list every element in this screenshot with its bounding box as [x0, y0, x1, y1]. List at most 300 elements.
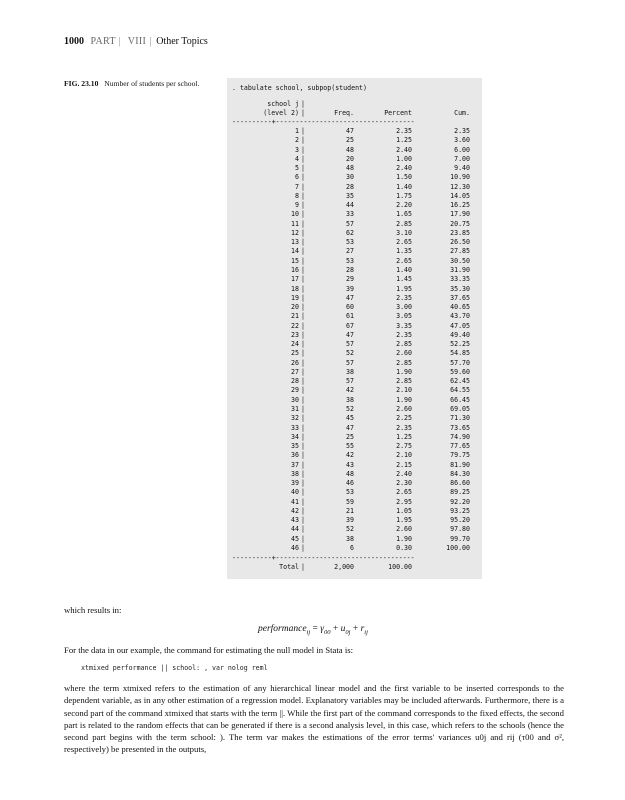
- cum-cell: 30.50: [450, 256, 470, 265]
- table-row: [227, 340, 482, 349]
- column-divider: |: [301, 414, 305, 423]
- freq-cell: 47: [346, 293, 354, 302]
- freq-cell: 57: [346, 340, 354, 349]
- column-divider: |: [301, 395, 305, 404]
- percent-cell: 1.25: [396, 136, 412, 145]
- percent-cell: 2.10: [396, 386, 412, 395]
- cum-cell: 95.20: [450, 516, 470, 525]
- part-label: PART: [90, 36, 116, 47]
- school-id-cell: 38: [291, 469, 299, 478]
- freq-cell: 44: [346, 201, 354, 210]
- school-id-cell: 6: [295, 173, 299, 182]
- cum-cell: 92.20: [450, 497, 470, 506]
- percent-cell: 3.10: [396, 228, 412, 237]
- column-divider: |: [301, 563, 305, 571]
- cum-cell: 74.90: [450, 432, 470, 441]
- percent-cell: 1.40: [396, 182, 412, 191]
- percent-cell: 2.20: [396, 201, 412, 210]
- column-divider: |: [301, 340, 305, 349]
- school-id-cell: 2: [295, 136, 299, 145]
- table-row: [227, 488, 482, 497]
- table-row: [227, 461, 482, 470]
- table-row: [227, 498, 482, 507]
- percent-cell: 2.85: [396, 219, 412, 228]
- total-label: Total: [279, 563, 299, 571]
- cum-cell: 64.55: [450, 386, 470, 395]
- cum-cell: 33.35: [450, 275, 470, 284]
- percent-cell: 1.45: [396, 275, 412, 284]
- freq-cell: 47: [346, 423, 354, 432]
- paragraph-command-intro: For the data in our example, the command for estimating the null model in Stata is:: [64, 645, 354, 655]
- cum-cell: 54.85: [450, 349, 470, 358]
- null-model-formula: [258, 624, 368, 636]
- school-id-cell: 45: [291, 534, 299, 543]
- table-row: [227, 470, 482, 479]
- percent-cell: 2.25: [396, 414, 412, 423]
- freq-cell: 57: [346, 377, 354, 386]
- freq-cell: 38: [346, 534, 354, 543]
- percent-cell: 2.40: [396, 164, 412, 173]
- table-row: [227, 127, 482, 136]
- column-divider: |: [301, 100, 305, 108]
- column-divider: |: [301, 145, 305, 154]
- formula-r-sub: ij: [364, 628, 368, 636]
- freq-cell: 30: [346, 173, 354, 182]
- column-divider: |: [301, 367, 305, 376]
- percent-cell: 2.35: [396, 127, 412, 135]
- school-id-cell: 39: [291, 479, 299, 488]
- percent-cell: 2.60: [396, 349, 412, 358]
- freq-cell: 47: [346, 330, 354, 339]
- page-number: 1000: [64, 36, 84, 47]
- table-row: [227, 294, 482, 303]
- percent-cell: 3.00: [396, 303, 412, 312]
- school-id-cell: 23: [291, 330, 299, 339]
- cum-cell: 31.90: [450, 265, 470, 274]
- freq-cell: 53: [346, 488, 354, 497]
- table-rule-top: ----------+-----------------------------------: [232, 118, 415, 126]
- column-divider: |: [301, 460, 305, 469]
- table-row: [227, 516, 482, 525]
- column-divider: |: [301, 442, 305, 451]
- formula-equals: =: [310, 624, 321, 634]
- column-divider: |: [301, 358, 305, 367]
- percent-cell: 1.75: [396, 191, 412, 200]
- formula-lhs: performance: [258, 624, 307, 634]
- freq-cell: 52: [346, 404, 354, 413]
- percent-cell: 1.40: [396, 265, 412, 274]
- table-row: [227, 525, 482, 534]
- column-divider: |: [301, 404, 305, 413]
- results-in-text: which results in:: [64, 605, 122, 615]
- school-id-cell: 35: [291, 442, 299, 451]
- freq-cell: 25: [346, 136, 354, 145]
- freq-cell: 61: [346, 312, 354, 321]
- col-header-freq: Freq.: [334, 109, 354, 117]
- formula-r: r: [360, 624, 365, 634]
- table-row: [227, 377, 482, 386]
- column-divider: |: [301, 265, 305, 274]
- freq-cell: 28: [346, 182, 354, 191]
- school-id-cell: 7: [295, 182, 299, 191]
- col-header-level: (level 2): [263, 109, 299, 117]
- cum-cell: 79.75: [450, 451, 470, 460]
- school-id-cell: 29: [291, 386, 299, 395]
- column-divider: |: [301, 423, 305, 432]
- percent-cell: 2.35: [396, 330, 412, 339]
- cum-cell: 40.65: [450, 303, 470, 312]
- school-id-cell: 26: [291, 358, 299, 367]
- column-divider: |: [301, 210, 305, 219]
- table-row: [227, 442, 482, 451]
- cum-cell: 47.05: [450, 321, 470, 330]
- column-divider: |: [301, 377, 305, 386]
- paragraph-explanation: [64, 682, 564, 756]
- percent-cell: 2.95: [396, 497, 412, 506]
- cum-cell: 14.05: [450, 191, 470, 200]
- freq-cell: 20: [346, 154, 354, 163]
- percent-cell: 1.95: [396, 284, 412, 293]
- figure-caption-text: Number of students per school.: [104, 79, 200, 88]
- figure-label: FIG. 23.10: [64, 79, 99, 88]
- header-separator: |: [118, 36, 121, 47]
- total-freq: 2,000: [334, 563, 354, 571]
- freq-cell: 48: [346, 145, 354, 154]
- freq-cell: 52: [346, 349, 354, 358]
- column-divider: |: [301, 219, 305, 228]
- freq-cell: 27: [346, 247, 354, 256]
- table-row: [227, 322, 482, 331]
- percent-cell: 1.25: [396, 432, 412, 441]
- cum-cell: 35.30: [450, 284, 470, 293]
- school-id-cell: 43: [291, 516, 299, 525]
- cum-cell: 97.80: [450, 525, 470, 534]
- percent-cell: 2.40: [396, 145, 412, 154]
- freq-cell: 60: [346, 303, 354, 312]
- table-row: [227, 155, 482, 164]
- percent-cell: 2.85: [396, 340, 412, 349]
- table-row: [227, 331, 482, 340]
- freq-cell: 48: [346, 164, 354, 173]
- percent-cell: 2.15: [396, 460, 412, 469]
- column-divider: |: [301, 275, 305, 284]
- percent-cell: 2.85: [396, 377, 412, 386]
- percent-cell: 1.00: [396, 154, 412, 163]
- col-header-school: school j: [267, 100, 299, 108]
- table-row: [227, 229, 482, 238]
- column-divider: |: [301, 516, 305, 525]
- table-row: [227, 136, 482, 145]
- school-id-cell: 3: [295, 145, 299, 154]
- cum-cell: 77.65: [450, 442, 470, 451]
- freq-cell: 67: [346, 321, 354, 330]
- column-divider: |: [301, 164, 305, 173]
- percent-cell: 2.65: [396, 238, 412, 247]
- percent-cell: 2.85: [396, 358, 412, 367]
- school-id-cell: 31: [291, 404, 299, 413]
- table-row: [227, 405, 482, 414]
- freq-cell: 21: [346, 506, 354, 515]
- cum-cell: 43.70: [450, 312, 470, 321]
- formula-gamma: γ: [320, 624, 325, 634]
- school-id-cell: 16: [291, 265, 299, 274]
- column-divider: |: [301, 182, 305, 191]
- freq-cell: 43: [346, 460, 354, 469]
- cum-cell: 23.85: [450, 228, 470, 237]
- table-row: [227, 275, 482, 284]
- cum-cell: 52.25: [450, 340, 470, 349]
- column-divider: |: [301, 228, 305, 237]
- school-id-cell: 15: [291, 256, 299, 265]
- cum-cell: 7.00: [454, 154, 470, 163]
- percent-cell: 1.90: [396, 534, 412, 543]
- cum-cell: 62.45: [450, 377, 470, 386]
- school-id-cell: 20: [291, 303, 299, 312]
- percent-cell: 2.65: [396, 488, 412, 497]
- table-row: [227, 386, 482, 395]
- table-row: [227, 220, 482, 229]
- percent-cell: 2.35: [396, 423, 412, 432]
- table-row: [227, 164, 482, 173]
- school-id-cell: 28: [291, 377, 299, 386]
- column-divider: |: [301, 191, 305, 200]
- column-divider: |: [301, 432, 305, 441]
- table-row: [227, 192, 482, 201]
- school-id-cell: 10: [291, 210, 299, 219]
- column-divider: |: [301, 127, 305, 135]
- col-header-cum: Cum.: [454, 109, 470, 117]
- school-id-cell: 41: [291, 497, 299, 506]
- school-id-cell: 33: [291, 423, 299, 432]
- stata-output-panel: [227, 78, 482, 579]
- cum-cell: 84.30: [450, 469, 470, 478]
- table-row: [227, 396, 482, 405]
- freq-cell: 53: [346, 238, 354, 247]
- school-id-cell: 11: [291, 219, 299, 228]
- table-row: [227, 507, 482, 516]
- school-id-cell: 24: [291, 340, 299, 349]
- section-title: Other Topics: [156, 36, 208, 47]
- cum-cell: 66.45: [450, 395, 470, 404]
- cum-cell: 9.40: [454, 164, 470, 173]
- column-divider: |: [301, 303, 305, 312]
- table-row: [227, 247, 482, 256]
- table-row: [227, 479, 482, 488]
- freq-cell: 47: [346, 127, 354, 135]
- cum-cell: 12.30: [450, 182, 470, 191]
- cum-cell: 49.40: [450, 330, 470, 339]
- percent-cell: 1.90: [396, 367, 412, 376]
- column-divider: |: [301, 469, 305, 478]
- formula-u: u: [340, 624, 346, 634]
- school-id-cell: 21: [291, 312, 299, 321]
- column-divider: |: [301, 109, 305, 117]
- freq-cell: 39: [346, 516, 354, 525]
- column-divider: |: [301, 293, 305, 302]
- freq-cell: 59: [346, 497, 354, 506]
- freq-cell: 25: [346, 432, 354, 441]
- formula-u-sub: 0j: [345, 628, 351, 636]
- column-divider: |: [301, 479, 305, 488]
- freq-cell: 53: [346, 256, 354, 265]
- paragraph-explanation-text: where the term xtmixed refers to the estimation of any hierarchical linear model and the first variable to be inserted corresponds to the dependent variable, as in any other estimation of a regression model. Explanatory variables may be included afterwards. Furthermore, there is a second part of the command xtmixed that starts with the term ||. While the first part of the command corresponds to the fixed effects, the second part is related to the random effects that can be generated if there is a second analysis level, in this case, which refers to the schools (hence the second part begins with the term school: ). The term var makes the estimations of the error terms' variances u0j and rij (τ00 and σ², respectively) be presented in the outputs,: [64, 683, 564, 755]
- percent-cell: 3.35: [396, 321, 412, 330]
- school-id-cell: 4: [295, 154, 299, 163]
- school-id-cell: 18: [291, 284, 299, 293]
- table-row: [227, 210, 482, 219]
- school-id-cell: 22: [291, 321, 299, 330]
- table-row: [227, 544, 482, 553]
- school-id-cell: 25: [291, 349, 299, 358]
- column-divider: |: [301, 488, 305, 497]
- table-row: [227, 349, 482, 358]
- school-id-cell: 14: [291, 247, 299, 256]
- percent-cell: 2.60: [396, 404, 412, 413]
- freq-cell: 48: [346, 469, 354, 478]
- school-id-cell: 32: [291, 414, 299, 423]
- formula-gamma-sub: 00: [324, 628, 331, 636]
- column-divider: |: [301, 201, 305, 210]
- stata-command: . tabulate school, subpop(student): [232, 84, 367, 92]
- percent-cell: 1.35: [396, 247, 412, 256]
- col-header-percent: Percent: [384, 109, 412, 117]
- cum-cell: 20.75: [450, 219, 470, 228]
- freq-cell: 6: [350, 543, 354, 552]
- table-row: [227, 266, 482, 275]
- column-divider: |: [301, 256, 305, 265]
- percent-cell: 2.65: [396, 256, 412, 265]
- percent-cell: 2.75: [396, 442, 412, 451]
- table-row: [227, 257, 482, 266]
- column-divider: |: [301, 497, 305, 506]
- table-rule-bottom: ----------+-----------------------------------: [232, 554, 415, 562]
- table-row: [227, 303, 482, 312]
- table-row: [227, 173, 482, 182]
- column-divider: |: [301, 534, 305, 543]
- freq-cell: 57: [346, 219, 354, 228]
- cum-cell: 73.65: [450, 423, 470, 432]
- formula-plus: +: [330, 624, 341, 634]
- total-percent: 100.00: [388, 563, 412, 571]
- freq-cell: 38: [346, 395, 354, 404]
- table-row: [227, 433, 482, 442]
- freq-cell: 45: [346, 414, 354, 423]
- school-id-cell: 37: [291, 460, 299, 469]
- cum-cell: 86.60: [450, 479, 470, 488]
- cum-cell: 3.60: [454, 136, 470, 145]
- formula-lhs-sub: ij: [306, 628, 311, 636]
- column-divider: |: [301, 173, 305, 182]
- cum-cell: 17.90: [450, 210, 470, 219]
- freq-cell: 62: [346, 228, 354, 237]
- percent-cell: 2.35: [396, 293, 412, 302]
- figure-caption: [64, 79, 224, 88]
- table-row: [227, 312, 482, 321]
- freq-cell: 42: [346, 386, 354, 395]
- cum-cell: 69.05: [450, 404, 470, 413]
- cum-cell: 89.25: [450, 488, 470, 497]
- table-row: [227, 451, 482, 460]
- freq-cell: 33: [346, 210, 354, 219]
- school-id-cell: 1: [295, 127, 299, 135]
- column-divider: |: [301, 330, 305, 339]
- cum-cell: 81.90: [450, 460, 470, 469]
- table-row: [227, 359, 482, 368]
- formula-plus: +: [350, 624, 361, 634]
- school-id-cell: 46: [291, 543, 299, 552]
- column-divider: |: [301, 506, 305, 515]
- percent-cell: 2.40: [396, 469, 412, 478]
- freq-cell: 29: [346, 275, 354, 284]
- percent-cell: 1.90: [396, 395, 412, 404]
- table-row: [227, 414, 482, 423]
- percent-cell: 2.10: [396, 451, 412, 460]
- column-divider: |: [301, 349, 305, 358]
- school-id-cell: 30: [291, 395, 299, 404]
- school-id-cell: 34: [291, 432, 299, 441]
- table-row: [227, 146, 482, 155]
- percent-cell: 1.05: [396, 506, 412, 515]
- table-row: [227, 424, 482, 433]
- cum-cell: 16.25: [450, 201, 470, 210]
- school-id-cell: 42: [291, 506, 299, 515]
- cum-cell: 71.30: [450, 414, 470, 423]
- column-divider: |: [301, 284, 305, 293]
- freq-cell: 38: [346, 367, 354, 376]
- cum-cell: 26.50: [450, 238, 470, 247]
- school-id-cell: 13: [291, 238, 299, 247]
- table-row: [227, 368, 482, 377]
- school-id-cell: 27: [291, 367, 299, 376]
- school-id-cell: 17: [291, 275, 299, 284]
- header-separator: |: [149, 36, 152, 47]
- cum-cell: 37.65: [450, 293, 470, 302]
- part-number: VIII: [127, 36, 147, 47]
- cum-cell: 59.60: [450, 367, 470, 376]
- school-id-cell: 44: [291, 525, 299, 534]
- percent-cell: 1.65: [396, 210, 412, 219]
- percent-cell: 1.95: [396, 516, 412, 525]
- table-row: [227, 201, 482, 210]
- school-id-cell: 40: [291, 488, 299, 497]
- school-id-cell: 36: [291, 451, 299, 460]
- freq-cell: 46: [346, 479, 354, 488]
- table-row: [227, 285, 482, 294]
- column-divider: |: [301, 247, 305, 256]
- stata-code-line: xtmixed performance || school: , var nolog reml: [81, 664, 268, 672]
- percent-cell: 1.50: [396, 173, 412, 182]
- column-divider: |: [301, 154, 305, 163]
- cum-cell: 57.70: [450, 358, 470, 367]
- freq-cell: 28: [346, 265, 354, 274]
- school-id-cell: 9: [295, 201, 299, 210]
- column-divider: |: [301, 386, 305, 395]
- percent-cell: 0.30: [396, 543, 412, 552]
- running-header: [64, 36, 208, 47]
- cum-cell: 6.00: [454, 145, 470, 154]
- percent-cell: 2.30: [396, 479, 412, 488]
- table-body: [227, 127, 482, 553]
- freq-cell: 35: [346, 191, 354, 200]
- column-divider: |: [301, 312, 305, 321]
- school-id-cell: 8: [295, 191, 299, 200]
- column-divider: |: [301, 321, 305, 330]
- table-row: [227, 238, 482, 247]
- freq-cell: 57: [346, 358, 354, 367]
- cum-cell: 93.25: [450, 506, 470, 515]
- percent-cell: 2.60: [396, 525, 412, 534]
- cum-cell: 99.70: [450, 534, 470, 543]
